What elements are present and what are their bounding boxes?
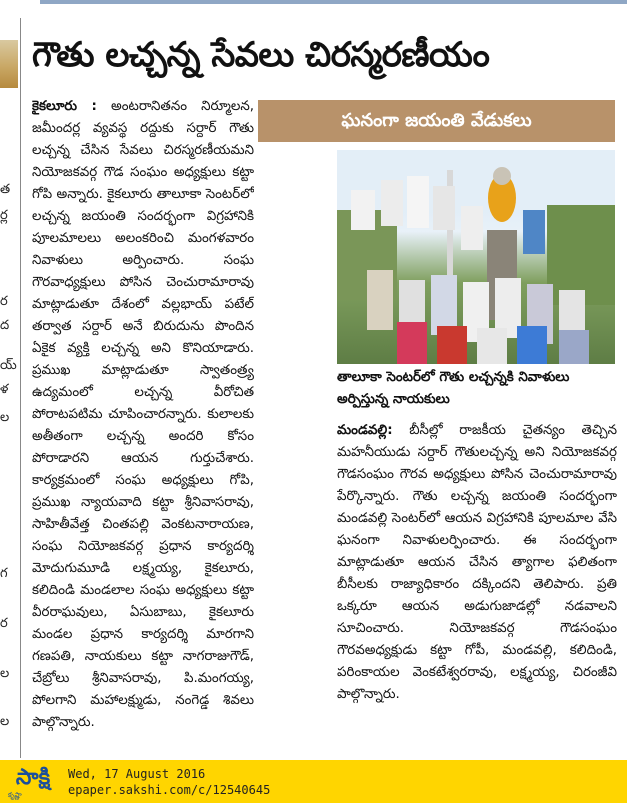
person <box>437 326 467 364</box>
person <box>351 190 375 230</box>
person <box>461 206 483 250</box>
top-rule <box>40 0 627 4</box>
margin-fragment: గ <box>0 566 8 581</box>
footer-bar <box>0 760 627 803</box>
person <box>559 330 589 364</box>
adjacent-photo-sliver <box>0 40 18 88</box>
person <box>381 180 403 226</box>
margin-fragment: ల <box>0 410 10 425</box>
sky <box>337 150 615 210</box>
margin-fragment: ర <box>0 616 8 631</box>
person <box>517 326 547 364</box>
left-dateline: కైకలూరు : <box>32 99 97 114</box>
edition-date: Wed, 17 August 2016 <box>68 767 206 781</box>
photo-caption: తాలూకా సెంటర్‌లో గౌతు లచ్చన్నకి నివాళులు అర్పిస్తున్న నాయకులు <box>337 370 570 407</box>
sub-headline-banner: ఘనంగా జయంతి వేడుకలు <box>258 100 615 142</box>
statue-head <box>493 167 511 185</box>
right-paragraph <box>337 420 617 706</box>
person <box>477 328 507 364</box>
sakshi-logo[interactable]: సాక్షి <box>15 765 51 790</box>
left-margin-adjacent-column <box>0 18 22 758</box>
margin-fragment: ల <box>0 666 10 681</box>
right-dateline: మండవల్లి: <box>337 423 393 438</box>
margin-fragment: ర <box>0 294 8 309</box>
margin-fragment: య్ <box>0 358 17 373</box>
margin-fragment: ద <box>0 318 10 333</box>
photo-illustration <box>337 150 615 364</box>
margin-fragment: ర్ల <box>0 208 8 223</box>
logo-edition: కృష్ణా <box>8 791 22 799</box>
person <box>433 186 455 230</box>
news-photo <box>337 150 615 364</box>
margin-fragment: ళ <box>0 382 9 397</box>
epaper-url[interactable]: epaper.sakshi.com/c/12540645 <box>68 783 271 797</box>
article-headline: గౌతు లచ్చన్న సేవలు చిరస్మరణీయం <box>32 35 490 75</box>
right-column <box>337 420 617 756</box>
left-paragraph <box>32 96 254 734</box>
left-body-text: అంటరానితనం నిర్మూలన, జమీందర్ల వ్యవస్థ రద్దుకు సర్దార్ గౌతు లచ్చన్న చేసిన సేవలు చిరస్మరణీయమని నియోజకవర్గ గౌడ సంఘం అధ్యక్షులు కట్టా గోపి అన్నారు. కైకలూరు తాలూకా సెంటర్‌లో లచ్చన్న జయంతి సందర్భంగా విగ్రహానికి పూలమాలలు అలంకరించి మంగళవారం నివాళులు అర్పించారు. సంఘ గౌరవాధ్యక్షులు పోసిన చెంచురామారావు మాట్లాడుతూ దేశంలో వల్లభాయ్ పటేల్ తర్వాత సర్దార్ అనే బిరుదును పొందిన ఏకైక వ్యక్తి లచ్చన్న అని కొనియాడారు. ప్రముఖ మాట్లాడుతూ స్వాతంత్ర్య ఉద్యమంలో లచ్చన్న వీరోచిత పోరాటపటిమ చూపించారన్నారు. కులాలకు అతీతంగా లచ్చన్న అందరి కోసం పోరాడారని ఆయన గుర్తుచేశారు. కార్యక్రమంలో సంఘ అధ్యక్షులు గోపి, ప్రముఖ న్యాయవాది కట్టా శ్రీనివాసరావు, సాహితీవేత్త చింతపల్లి వెంకటనారాయణ, సంఘ నియోజకవర్గ ప్రధాన కార్యదర్శి మోదుగుమూడి లక్ష్మయ్య, కైకలూరు, కలిదిండి మండలాల సంఘ అధ్యక్షులు కట్టా వీరరాఘవులు, ఏసుబాబు, కైకలూరు మండల ప్రధాన కార్యదర్శి మారగాని గణపతి, నాయకులు కట్టా నాగరాజుగౌడ్, చేబ్రోలు శ్రీనివాసరావు, పి.మంగయ్య, పోలగాని మహాలక్ష్ముడు, నంగెడ్డ శివలు పాల్గొన్నారు. <box>32 99 254 730</box>
margin-fragment: ల <box>0 714 10 729</box>
person <box>407 176 429 228</box>
person <box>523 210 545 254</box>
person <box>397 322 427 364</box>
column-divider <box>20 18 21 758</box>
right-body-text: బీసీల్లో రాజకీయ చైతన్యం తెచ్చిన మహనీయుడు సర్దార్ గౌతులచ్చన్న అని నియోజకవర్గ గౌడసంఘం గౌరవ అధ్యక్షులు పోసిన చెంచురామారావు పేర్కొన్నారు. గౌతు లచ్చన్న జయంతి సందర్భంగా మండవల్లి సెంటర్‌లో ఆయన విగ్రహానికి పూలమాల వేసి ఘనంగా నివాళులర్పించారు. ఈ సందర్భంగా మాట్లాడుతూ ఆయన చేసిన త్యాగాల ఫలితంగా బీసీలకు రాజ్యాధికారం దక్కిందని తెలిపారు. ప్రతి ఒక్కరూ ఆయన అడుగుజాడల్లో నడవాలని సూచించారు. నియోజకవర్గ గౌడసంఘం గౌరవఅధ్యక్షుడు కట్టా గోపీ, మండవల్లి, కలిదిండి, పరింకాయల వెంకటేశ్వరరావు, లక్ష్మయ్య, చిరంజీవి పాల్గొన్నారు. <box>337 423 617 702</box>
margin-fragment: త <box>0 182 11 197</box>
left-column <box>32 96 254 754</box>
person <box>367 270 393 330</box>
